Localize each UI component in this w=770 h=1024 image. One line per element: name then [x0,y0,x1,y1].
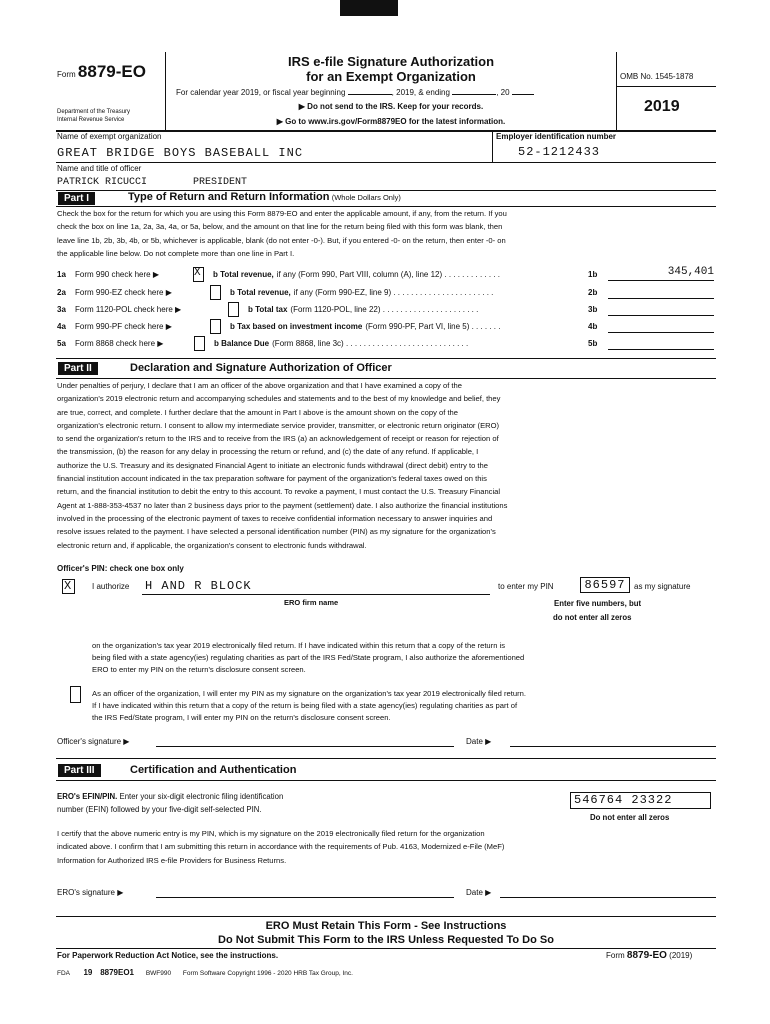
officer-enter-text: As an officer of the organization, I will enter my PIN as my signature on the organization's tax year 2019 electronically filed return. If I have indicated within this return that a copy of the return is being filed with a state agency(ies) regulating charities as part of the IRS Fed/State program, I will enter my PIN on the return's disclosure consent screen. [92,689,526,722]
authorize-text: on the organization's tax year 2019 electronically filed return. If I have indicated within this return that a copy of the return is being filed with a state agency(ies) regulating charities as part of the IRS Fed/State program, I also authorize the aforementioned ERO to enter my PIN on the return's disclosure consent screen. [92,641,525,674]
footer-form-ref: Form 8879-EO (2019) [606,950,693,961]
software-codes: FDA 19 8879EO1 BWF990 Form Software Copyright 1996 - 2020 HRB Tax Group, Inc. [57,968,353,977]
line-number: 1a [57,270,66,279]
declaration-line: to send the organization's return to the IRS and to receive from the IRS (a) an acknowledgement of receipt or reason for rejection of [57,434,499,444]
efin-label: ERO's EFIN/PIN. Enter your six-digit electronic filing identification number (EFIN) followed by your five-digit self-selected PIN. [57,792,284,814]
part1-tag: Part I [58,192,95,205]
form-number: Form 8879-EO [57,62,146,81]
line-desc-bold: b Total tax [248,305,288,314]
declaration-line: organization's electronic return. I consent to allow my intermediate service provider, transmitter, or electronic return originator (ERO) [57,420,500,430]
line-desc-text: (Form 1120-POL, line 22) . . . . . . . . . . . . . . . . . . . . . . [290,305,479,314]
line-ref: 3b [588,305,598,314]
declaration-line: authorize the U.S. Treasury and its designated Financial Agent to initiate an electronic funds withdrawal (direct debit) entry to the [57,460,488,470]
declaration-line: Agent at 1-888-353-4537 no later than 2 business days prior to the payment (settlement) date. I also authorize the financial institutions [57,500,508,510]
line-checkbox[interactable] [194,336,205,351]
efin-note: Do not enter all zeros [590,813,670,822]
to-enter-pin: to enter my PIN [498,582,554,591]
declaration-line: Under penalties of perjury, I declare that I am an officer of the above organization and that I have examined a copy of the [57,381,462,390]
notice-url: ▶ Go to www.irs.gov/Form8879EO for the latest information. [276,117,506,126]
declaration-line: are true, correct, and complete. I further declare that the amount in Part I above is the amount shown on the copy of the [57,407,459,417]
certification-text: I certify that the above numeric entry is my PIN, which is my signature on the 2019 electronically filed return for the organization indicated above. I confirm that I am submitting this return in accordance with the requirements of Pub. 4163, Modernized e-File (MeF) Information for Authorized IRS e-file Providers for Business Returns. [57,829,505,865]
line-amount-field[interactable] [608,301,714,316]
notice-keep: ▶ Do not send to the IRS. Keep for your records. [298,102,484,111]
line-number: 4a [57,322,66,331]
part2-tag: Part II [58,362,98,375]
ein-label: Employer identification number [496,132,617,141]
part1-intro: Check the box for the return for which you are using this Form 8879-EO and enter the applicable amount, if any, from the return. If you check the box on line 1a, 2a, 3a, 4a, or 5a, below, and the amount on that line for the return being filed with this form was blank, then leave line 1b, 2b, 3b, 4b, or 5b, whichever is applicable, blank (do not enter -0-). But, if you entered -0- on the return, then enter -0- on the applicable line below. Do not complete more than one line in Part I. [57,209,507,258]
line-checkbox[interactable] [193,267,204,282]
form-title: IRS e-file Signature Authorization for an Exempt Organization [287,54,495,84]
org-name: GREAT BRIDGE BOYS BASEBALL INC [57,146,304,160]
no-zeros-note: do not enter all zeros [553,613,632,622]
ero-signature-label: ERO's signature ▶ [57,888,124,897]
officer-label: Name and title of officer [57,164,142,173]
line-ref: 5b [588,339,598,348]
declaration-line: financial institution account indicated in the tax preparation software for payment of the organization's federal taxes owed on this [57,474,487,484]
line-description [230,288,493,297]
ero-signature-line[interactable] [156,897,454,898]
line-checkbox[interactable] [228,302,239,317]
line-desc-bold: b Total revenue, [213,270,274,279]
line-desc-text: (Form 990-PF, Part VI, line 5) . . . . . . . [365,322,501,331]
line-description [248,305,478,314]
line-desc-bold: b Balance Due [214,339,270,348]
officer-name: PATRICK RICUCCI [57,177,148,188]
officer-pin-field[interactable]: 86597 [580,577,630,593]
part1-title: Type of Return and Return Information (Whole Dollars Only) [128,191,401,203]
ero-date-line[interactable] [500,897,716,898]
line-amount-field[interactable]: 345,401 [608,266,714,281]
line-form-label: Form 1120-POL check here ▶ [75,305,182,314]
line-checkbox[interactable] [210,319,221,334]
officer-signature-line[interactable] [156,746,454,747]
omb-number: OMB No. 1545-1878 [620,72,694,81]
line-desc-text: if any (Form 990, Part VIII, column (A), line 12) . . . . . . . . . . . . . [276,270,500,279]
org-name-label: Name of exempt organization [57,132,162,141]
ero-date-label: Date ▶ [466,888,492,897]
line-form-label: Form 990-PF check here ▶ [75,322,172,331]
officer-date-line[interactable] [510,746,716,747]
as-signature: as my signature [634,582,691,591]
declaration-text [57,379,717,552]
officer-title: PRESIDENT [193,177,248,188]
authorize-checkbox[interactable]: X [62,579,75,594]
line-form-label: Form 990-EZ check here ▶ [75,288,172,297]
declaration-line: involved in the processing of the electronic payment of taxes to receive confidential information necessary to answer inquiries and [57,513,493,523]
line-ref: 2b [588,288,598,297]
line-description [230,322,500,331]
line-ref: 4b [588,322,598,331]
ein-value: 52-1212433 [518,145,601,159]
officer-signature-label: Officer's signature ▶ [57,737,130,746]
authorize-label: I authorize [92,582,130,591]
ero-firm-name[interactable]: H AND R BLOCK [145,579,252,593]
declaration-line: return, and the financial institution to debit the entry to this account. To revoke a payment, I must contact the U.S. Treasury Financial [57,487,501,497]
officer-enter-pin-checkbox[interactable] [70,686,81,703]
top-tab-mark [340,0,398,16]
declaration-line: the transmission, (b) the reason for any delay in processing the return or refund, and (c) the date of any refund. If applicable, I [57,447,479,457]
line-desc-text: if any (Form 990-EZ, line 9) . . . . . . . . . . . . . . . . . . . . . . . [293,288,494,297]
line-amount-field[interactable] [608,284,714,299]
part3-tag: Part III [58,764,101,777]
officer-date-label: Date ▶ [466,737,492,746]
part2-title: Declaration and Signature Authorization of Officer [130,362,392,374]
declaration-line: organization's 2019 electronic return and accompanying schedules and statements and to the best of my knowledge and belief, they [57,394,501,404]
line-desc-bold: b Total revenue, [230,288,291,297]
line-number: 2a [57,288,66,297]
line-description [213,270,500,279]
tax-year: 2019 [644,98,680,115]
line-description [214,339,468,348]
declaration-line: resolve issues related to the payment. I have selected a personal identification number (PIN) as my signature for the organization's [57,527,496,537]
line-number: 5a [57,339,66,348]
line-amount-field[interactable] [608,318,714,333]
line-amount-field[interactable] [608,335,714,350]
line-desc-bold: b Tax based on investment income [230,322,363,331]
line-desc-text: (Form 8868, line 3c) . . . . . . . . . . . . . . . . . . . . . . . . . . . . [272,339,469,348]
paperwork-notice: For Paperwork Reduction Act Notice, see the instructions. [57,951,279,960]
calendar-line: For calendar year 2019, or fiscal year beginning , 2019, & ending , 20 [176,88,534,97]
ero-firm-label: ERO firm name [284,598,339,607]
line-checkbox[interactable] [210,285,221,300]
dept-name: Department of the Treasury Internal Revenue Service [57,109,131,123]
line-number: 3a [57,305,66,314]
retain-heading: ERO Must Retain This Form - See Instructions Do Not Submit This Form to the IRS Unless Requested To Do So [218,920,554,946]
line-ref: 1b [588,270,598,279]
checkbox-mark: X [194,267,201,279]
line-form-label: Form 8868 check here ▶ [75,339,164,348]
enter-five-note: Enter five numbers, but [554,599,642,608]
line-form-label: Form 990 check here ▶ [75,270,159,279]
pin-heading: Officer's PIN: check one box only [57,564,184,573]
declaration-line: electronic return and, if applicable, the organization's consent to electronic funds withdrawal. [57,540,367,550]
efin-pin-field[interactable]: 546764 23322 [570,792,711,809]
part3-title: Certification and Authentication [130,764,297,776]
